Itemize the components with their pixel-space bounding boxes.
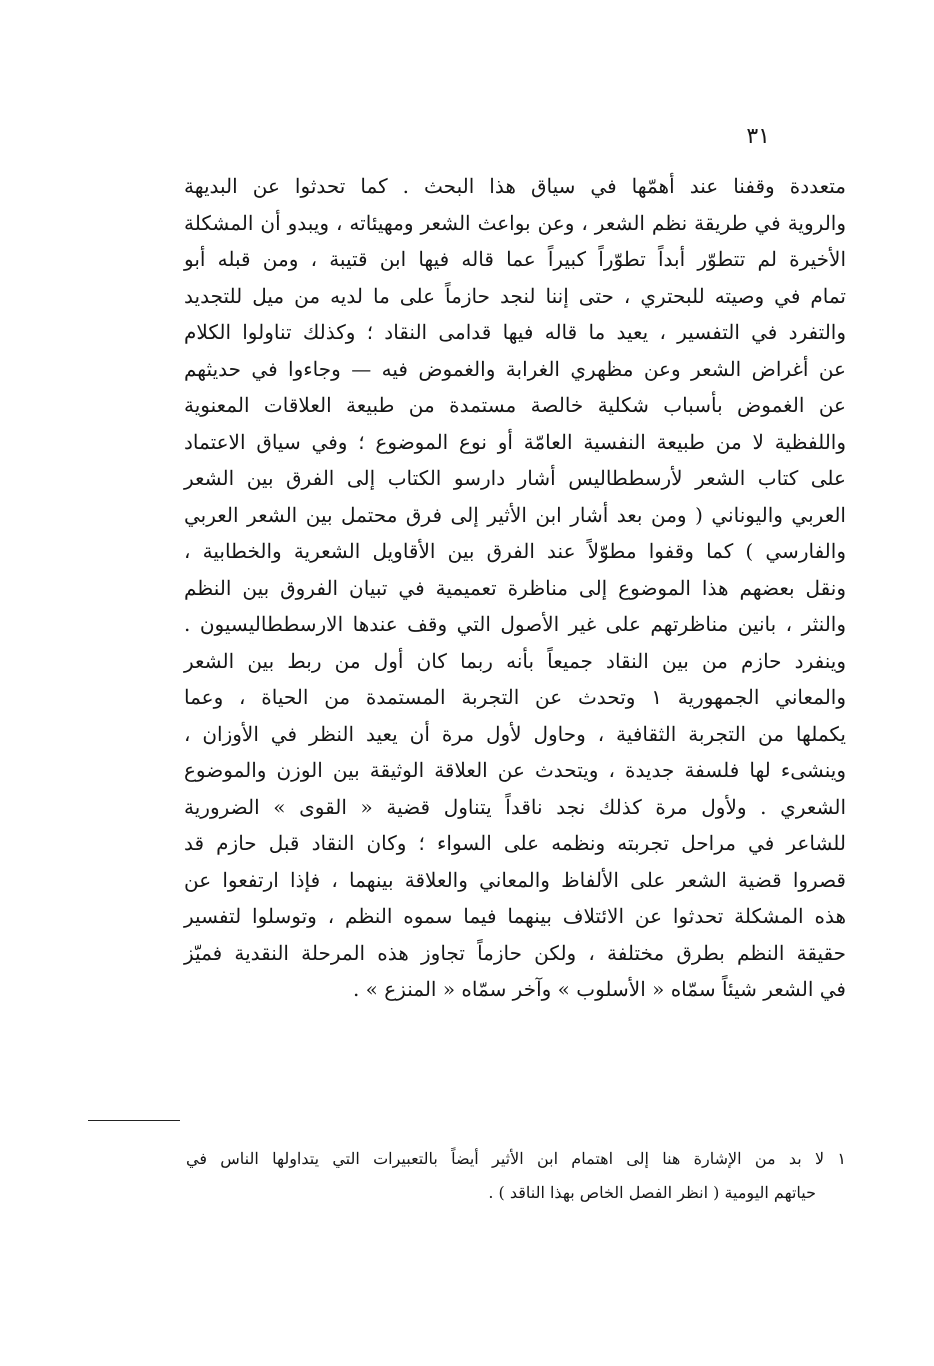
footnote-line: حياتهم اليومية ( انظر الفصل الخاص بهذا الناقد ) . <box>488 1183 816 1202</box>
body-line: حقيقة النظم بطرق مختلفة ، ولكن حازماً تجاوز هذه المرحلة النقدية فميّز <box>184 940 846 965</box>
body-line: وينفرد حازم من بين النقاد جميعاً بأنه ربما كان أول من ربط بين الشعر <box>184 648 846 673</box>
footnote <box>186 1142 846 1210</box>
body-line: في الشعر شيئاً سمّاه « الأسلوب » وآخر سمّاه « المنزع » . <box>352 977 846 1001</box>
body-line: يكملها من التجربة الثقافية ، وحاول لأول مرة أن يعيد النظر في الأوزان ، <box>184 721 846 746</box>
body-line: واللفظية لا من طبيعة النفسية العامّة أو نوع الموضوع ؛ وفي سياق الاعتماد <box>184 429 846 454</box>
body-line: تمام في وصيته للبحتري ، حتى إننا لنجد حازماً على ما لديه من ميل للتجديد <box>184 283 846 308</box>
body-line: والمعاني الجمهورية ١ وتحدث عن التجربة المستمدة من الحياة ، وعما <box>184 685 846 709</box>
body-line: والنثر ، بانين مناظرتهم على غير الأصول التي وقف عندها الارسططاليسيون . <box>184 612 846 636</box>
footnote-divider <box>88 1120 180 1121</box>
body-text <box>184 168 846 1008</box>
body-line: للشاعر في مراحل تجربته ونظمه على السواء ؛ وكان النقاد قبل حازم قد <box>184 831 846 855</box>
body-line: والفارسي ) كما وقفوا مطوّلاً عند الفرق بين الأقاويل الشعرية والخطابية ، <box>184 539 846 563</box>
body-line: عن أغراض الشعر وعن مظهري الغرابة والغموض فيه — وجاءوا في حديثهم <box>184 356 846 381</box>
body-line: وينشىء لها فلسفة جديدة ، ويتحدث عن العلاقة الوثيقة بين الوزن والموضوع <box>184 758 846 782</box>
body-line: والروية في طريقة نظم الشعر ، وعن بواعث الشعر ومهيئاته ، ويبدو أن المشكلة <box>184 210 846 235</box>
body-line: على كتاب الشعر لأرسططاليس أشار دارسو الكتاب إلى الفرق بين الشعر <box>184 466 846 490</box>
page-number: ٣١ <box>746 124 770 149</box>
body-line: ونقل بعضهم هذا الموضوع إلى مناظرة تعميمية في تبيان الفروق بين النظم <box>184 575 846 600</box>
body-line: والتفرد في التفسير ، يعيد ما قاله فيها قدامى النقاد ؛ وكذلك تناولوا الكلام <box>184 320 847 344</box>
body-line: عن الغموض بأسباب شكلية خالصة مستمدة من طبيعة العلاقات المعنوية <box>184 393 846 417</box>
body-line: قصروا قضية الشعر على الألفاظ والمعاني والعلاقة بينهما ، فإذا ارتفعوا عن <box>184 867 846 892</box>
body-line: متعددة وقفنا عند أهمّها في سياق هذا البحث . كما تحدثوا عن البديهة <box>184 174 846 198</box>
body-line: هذه المشكلة تحدثوا عن الائتلاف بينهما فيما سموه النظم ، وتوسلوا لتفسير <box>184 904 846 928</box>
footnote-line: ١ لا بد من الإشارة هنا إلى اهتمام ابن الأثير أيضاً بالتعبيرات التي يتداولها الناس في <box>186 1149 846 1168</box>
body-line: الشعري . ولأول مرة كذلك نجد ناقداً يتناول قضية « القوى » الضرورية <box>184 794 846 819</box>
body-line: العربي واليوناني ( ومن بعد أشار ابن الأثير إلى فرق محتمل بين الشعر العربي <box>184 502 846 527</box>
body-line: الأخيرة لم تتطوّر أبداً تطوّراً كبيراً عما قاله فيها ابن قتيبة ، ومن قبله أبو <box>184 247 846 271</box>
